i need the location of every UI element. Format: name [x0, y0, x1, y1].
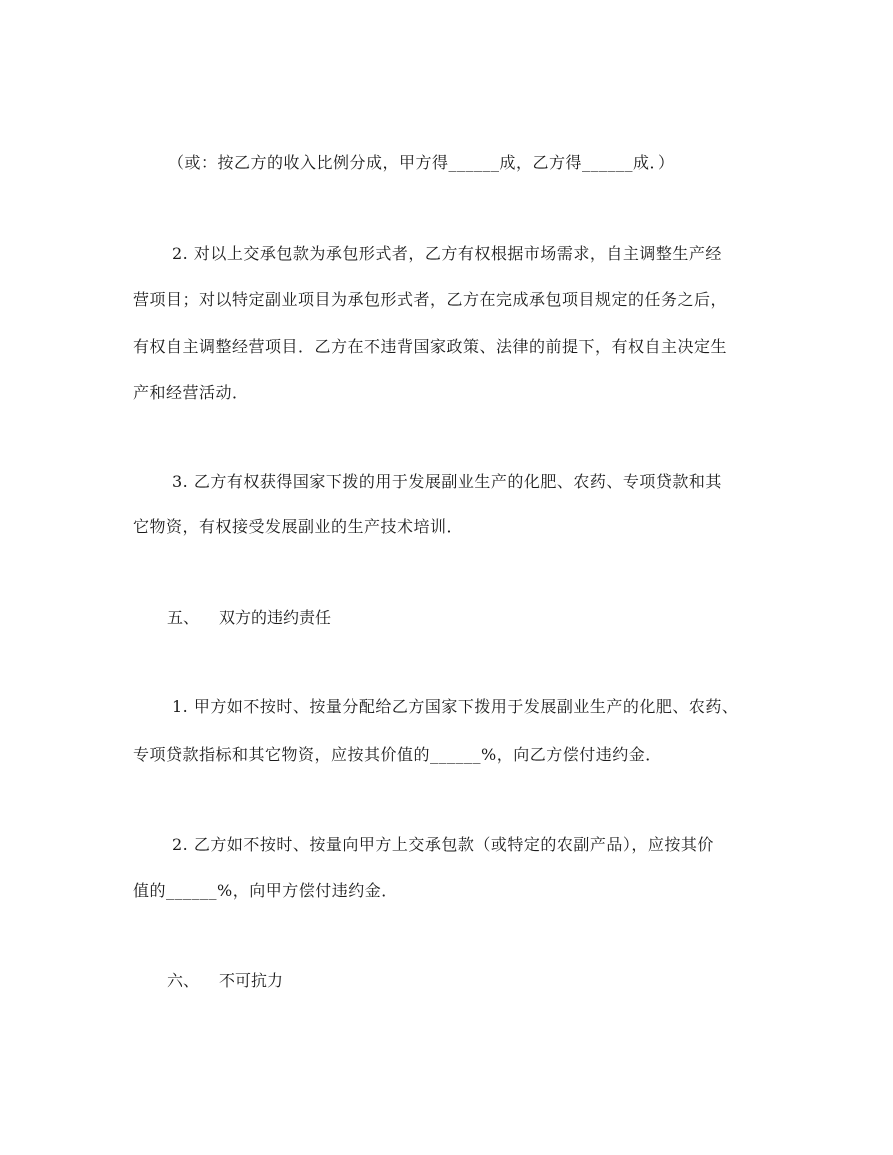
paragraph-2-line-2: 营项目；对以特定副业项目为承包形式者，乙方在完成承包项目规定的任务之后，: [133, 290, 728, 309]
section-5-item-1-line-2: 专项贷款指标和其它物资，应按其价值的______%，向乙方偿付违约金．: [133, 745, 662, 764]
paragraph-2-line-4: 产和经营活动．: [133, 383, 249, 402]
paragraph-2-line-3: 有权自主调整经营项目．乙方在不违背国家政策、法律的前提下，有权自主决定生: [133, 337, 728, 356]
section-6-heading: [167, 971, 283, 991]
intro-line: （或：按乙方的收入比例分成，甲方得______成，乙方得______成．）: [168, 153, 675, 172]
paragraph-2-line-1: 2. 对以上交承包款为承包形式者，乙方有权根据市场需求，自主调整生产经: [172, 244, 722, 263]
section-6-title: 不可抗力: [219, 971, 284, 990]
section-5-heading: [167, 608, 331, 628]
section-5-item-2-line-2: 值的______%，向甲方偿付违约金．: [133, 881, 398, 900]
paragraph-3-line-2: 它物资，有权接受发展副业的生产技术培训．: [133, 517, 464, 536]
paragraph-3-line-1: 3. 乙方有权获得国家下拨的用于发展副业生产的化肥、农药、专项贷款和其: [172, 472, 722, 491]
section-6-number: 六、: [167, 971, 200, 990]
section-5-item-1-line-1: 1. 甲方如不按时、按量分配给乙方国家下拨用于发展副业生产的化肥、农药、: [172, 697, 739, 716]
section-5-number: 五、: [167, 608, 200, 627]
section-5-item-2-line-1: 2. 乙方如不按时、按量向甲方上交承包款（或特定的农副产品），应按其价: [172, 835, 714, 854]
section-5-title: 双方的违约责任: [219, 608, 332, 627]
